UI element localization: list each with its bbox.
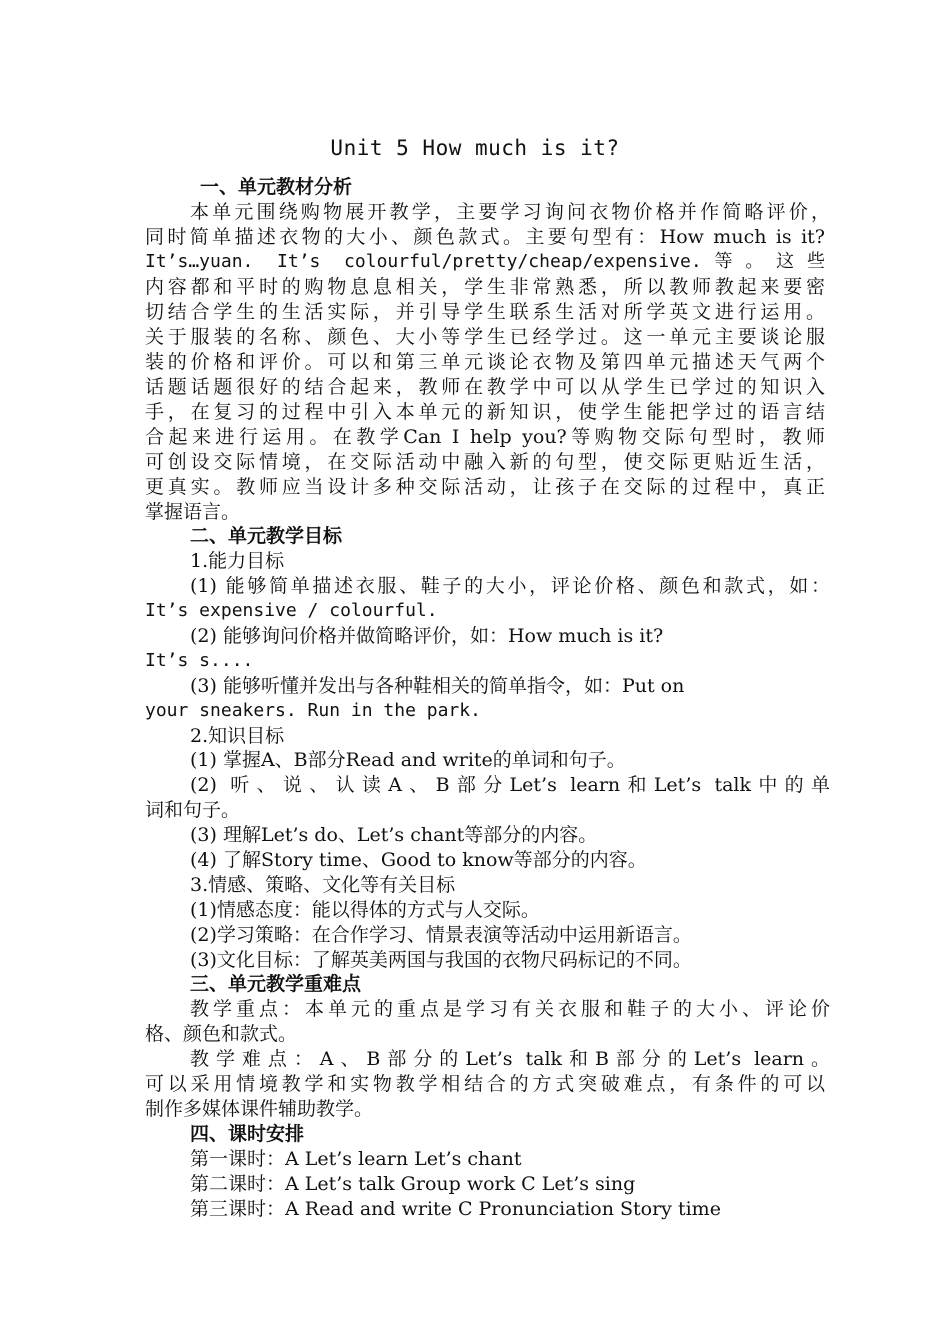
ability-item-1-cont: It’s expensive / colourful. <box>145 600 438 621</box>
paragraph-line: 装的价格和评价。可以和第三单元谈论衣物及第四单元描述天气两个 <box>145 351 825 373</box>
subheading-knowledge: 2.知识目标 <box>190 725 285 747</box>
emotion-item: (1)情感态度：能以得体的方式与人交际。 <box>190 899 540 921</box>
subheading-emotion: 3.情感、策略、文化等有关目标 <box>190 874 456 896</box>
lesson-item: 第三课时：A Read and write C Pronunciation Story time <box>190 1198 721 1220</box>
ability-item-2: (2) 能够询问价格并做简略评价，如：How much is it? <box>190 625 664 647</box>
paragraph-line: 切结合学生的生活实际，并引导学生联系生活对所学英文进行运用。 <box>145 301 825 323</box>
lesson-item: 第一课时：A Let’s learn Let’s chant <box>190 1148 522 1170</box>
paragraph-line: 掌握语言。 <box>145 501 241 523</box>
paragraph-line: 可以采用情境教学和实物教学相结合的方式突破难点，有条件的可以 <box>145 1073 825 1095</box>
section-heading-4: 四、课时安排 <box>190 1123 305 1145</box>
paragraph-line: 制作多媒体课件辅助教学。 <box>145 1098 374 1120</box>
paragraph-line: 同时简单描述衣物的大小、颜色款式。主要句型有：How much is it? <box>145 226 825 248</box>
ability-item-3-cont: your sneakers. Run in the park. <box>145 700 481 721</box>
paragraph-line: 本单元围绕购物展开教学，主要学习询问衣物价格并作简略评价， <box>190 201 830 223</box>
ability-item-3: (3) 能够听懂并发出与各种鞋相关的简单指令，如：Put on <box>190 675 685 697</box>
emotion-item: (3)文化目标：了解英美两国与我国的衣物尺码标记的不同。 <box>190 949 692 971</box>
knowledge-item: (2) 听、说、认读A、B部分Let’s learn和Let’s talk中的单 <box>190 774 830 796</box>
paragraph-line: 教学重点：本单元的重点是学习有关衣服和鞋子的大小、评论价 <box>190 998 830 1020</box>
subheading-ability: 1.能力目标 <box>190 550 285 572</box>
paragraph-line: 内容都和平时的购物息息相关，学生非常熟悉，所以教师教起来要密 <box>145 276 825 298</box>
paragraph-line: 更真实。教师应当设计多种交际活动，让孩子在交际的过程中，真正 <box>145 476 825 498</box>
section-heading-3: 三、单元教学重难点 <box>190 973 362 995</box>
document-title: Unit 5 How much is it? <box>330 136 620 160</box>
paragraph-line: 手，在复习的过程中引入本单元的新知识，使学生能把学过的语言结 <box>145 401 825 423</box>
lesson-item: 第二课时：A Let’s talk Group work C Let’s sing <box>190 1173 636 1195</box>
paragraph-line: 可创设交际情境，在交际活动中融入新的句型，使交际更贴近生活， <box>145 451 825 473</box>
emotion-item: (2)学习策略：在合作学习、情景表演等活动中运用新语言。 <box>190 924 692 946</box>
paragraph-line: 合起来进行运用。在教学Can I help you?等购物交际句型时，教师 <box>145 426 825 448</box>
knowledge-item: (4) 了解Story time、Good to know等部分的内容。 <box>190 849 647 871</box>
ability-item-1: (1) 能够简单描述衣服、鞋子的大小，评论价格、颜色和款式，如： <box>190 575 830 597</box>
knowledge-item: (1) 掌握A、B部分Read and write的单词和句子。 <box>190 749 626 771</box>
paragraph-line: 关于服装的名称、颜色、大小等学生已经学过。这一单元主要谈论服 <box>145 326 825 348</box>
section-heading-2: 二、单元教学目标 <box>190 525 343 547</box>
ability-item-2-cont: It’s s.... <box>145 650 254 671</box>
section-heading-1: 一、单元教材分析 <box>200 176 353 198</box>
paragraph-line: It’s…yuan. It’s colourful/pretty/cheap/expensive.等。这些 <box>145 251 825 272</box>
paragraph-line: 格、颜色和款式。 <box>145 1023 298 1045</box>
knowledge-item-cont: 词和句子。 <box>145 799 241 821</box>
paragraph-line: 话题话题很好的结合起来，教师在教学中可以从学生已学过的知识入 <box>145 376 825 398</box>
knowledge-item: (3) 理解Let’s do、Let’s chant等部分的内容。 <box>190 824 598 846</box>
paragraph-line: 教学难点：A、B部分的Let’s talk和B部分的Let’s learn。 <box>190 1048 830 1070</box>
